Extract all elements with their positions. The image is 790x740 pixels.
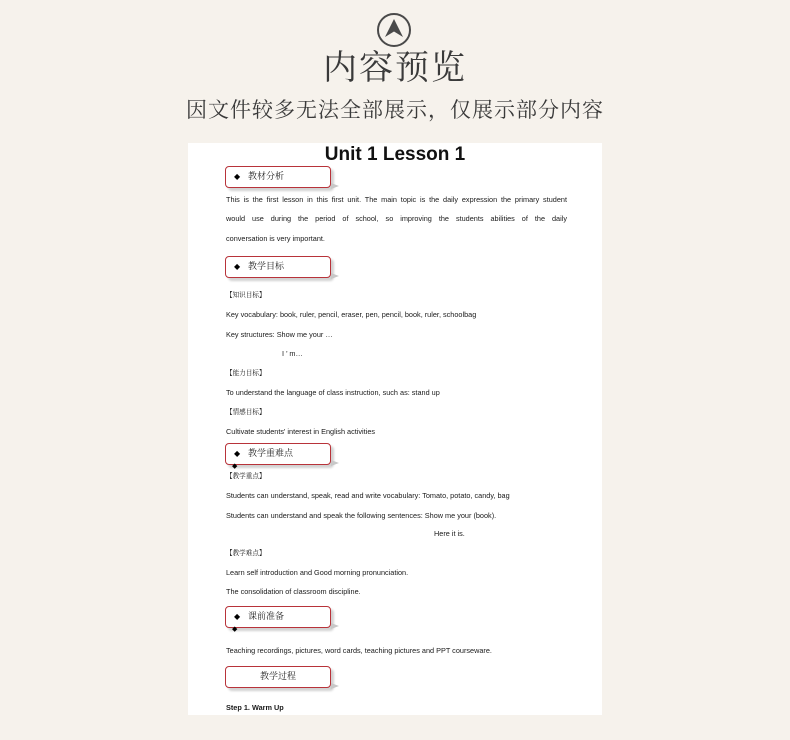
paragraph-line: This is the first lesson in this first unit. The main topic is the daily expression the primary student	[226, 195, 567, 204]
section-heading-text: 教材分析	[248, 172, 285, 182]
subsection-label: 【情感目标】	[226, 408, 266, 416]
paragraph-line: conversation is very important.	[226, 234, 325, 243]
section-heading-box	[225, 443, 331, 465]
text-line: Teaching recordings, pictures, word cards, teaching pictures and PPT courseware.	[226, 646, 492, 655]
section-heading-text: 教学重难点	[248, 449, 294, 459]
subsection-label: 【教学重点】	[226, 472, 266, 480]
step-heading: Step 1. Warm Up	[226, 703, 284, 712]
diamond-bullet-icon: ◆	[232, 625, 238, 633]
diamond-bullet-icon: ◆	[234, 262, 241, 271]
text-line: Cultivate students' interest in English activities	[226, 427, 376, 436]
page-title: 内容预览	[323, 48, 467, 88]
diamond-bullet-icon: ◆	[234, 172, 241, 181]
text-line: Key vocabulary: book, ruler, pencil, eraser, pen, pencil, book, ruler, schoolbag	[226, 310, 477, 319]
text-line: The consolidation of classroom discipline.	[226, 587, 361, 596]
text-line: Learn self introduction and Good morning pronunciation.	[226, 568, 409, 577]
subsection-label: 【知识目标】	[226, 291, 266, 299]
text-line: To understand the language of class instruction, such as: stand up	[226, 388, 440, 397]
box-shadow-tail	[331, 460, 339, 466]
paragraph-line: would use during the period of school, so improving the students abilities of the daily	[226, 214, 567, 223]
document-title: Unit 1 Lesson 1	[324, 144, 466, 165]
section-heading-box	[225, 166, 331, 188]
text-line: I ’ m…	[282, 349, 303, 358]
section-heading-text: 教学过程	[259, 672, 296, 682]
section-heading-box	[225, 606, 331, 628]
box-shadow-tail	[331, 623, 339, 629]
page-subtitle: 因文件较多无法全部展示，仅展示部分内容	[186, 98, 604, 122]
subsection-label: 【能力目标】	[226, 369, 266, 377]
subsection-label: 【教学难点】	[226, 549, 266, 557]
diamond-bullet-icon: ◆	[234, 612, 241, 621]
section-heading-text: 教学目标	[248, 262, 285, 272]
text-line: Students can understand, speak, read and write vocabulary: Tomato, potato, candy, bag	[226, 491, 510, 500]
box-shadow-tail	[331, 683, 339, 689]
diamond-bullet-icon: ◆	[234, 449, 241, 458]
text-line: Here it is.	[434, 529, 465, 538]
document-preview	[188, 143, 602, 715]
text-line: Students can understand and speak the following sentences: Show me your (book).	[226, 511, 497, 520]
section-heading-box	[225, 666, 331, 688]
up-arrow-circle-icon	[376, 12, 412, 48]
text-line: Key structures: Show me your …	[226, 330, 333, 339]
box-shadow-tail	[331, 273, 339, 279]
section-heading-box	[225, 256, 331, 278]
section-heading-text: 课前准备	[248, 612, 285, 622]
box-shadow-tail	[331, 183, 339, 189]
diamond-bullet-icon: ◆	[232, 462, 238, 470]
